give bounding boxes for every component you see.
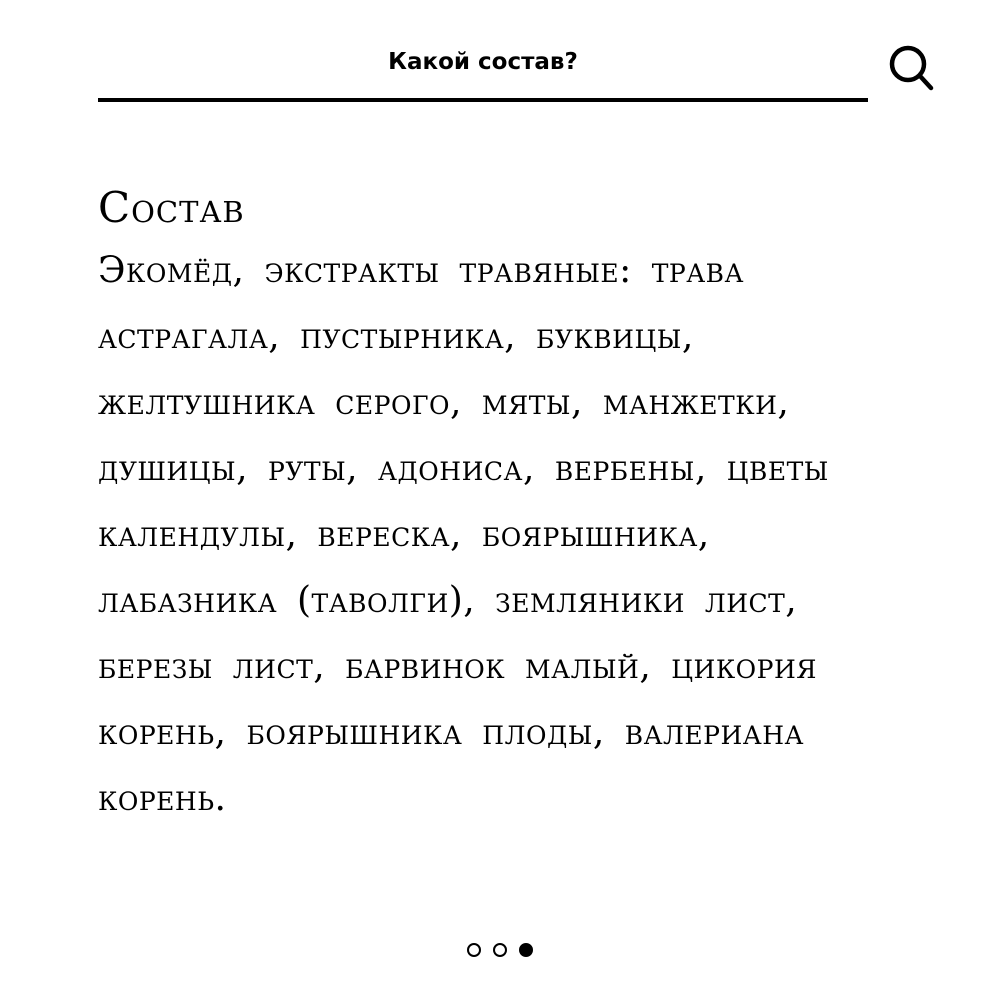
page-dot-2[interactable] xyxy=(493,943,507,957)
page-dot-3-active[interactable] xyxy=(519,943,533,957)
search-button[interactable] xyxy=(884,38,944,98)
ingredients-text: Экомёд, экстракты травяные: трава астрагала, пустырника, буквицы, желтушника серого, мяты, манжетки, душицы, руты, адониса, вербены, цветы календулы, вереска, боярышника, лабазника (таволги), земляники лист, березы лист, барвинок малый, цикория корень, боярышника плоды, валериана корень. xyxy=(98,250,829,819)
header-divider xyxy=(98,98,868,102)
ingredients-section xyxy=(98,178,898,832)
page-title: Какой состав? xyxy=(388,49,578,75)
carousel-pagination xyxy=(0,940,1000,960)
section-title: Состав xyxy=(98,183,245,232)
search-icon xyxy=(884,38,944,98)
page-dot-1[interactable] xyxy=(467,943,481,957)
